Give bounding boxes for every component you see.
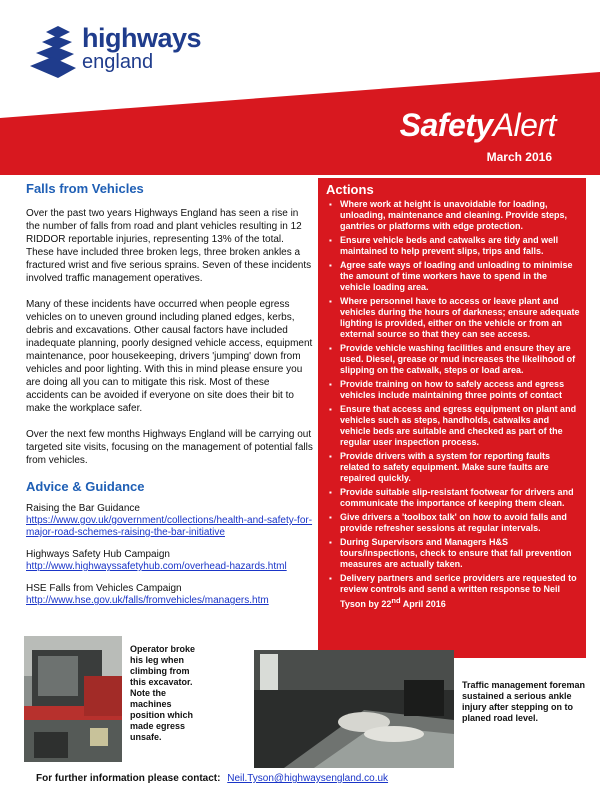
brand-name: highways — [82, 23, 202, 53]
action-item: ▪ Give drivers a 'toolbox talk' on how to avoid falls and provide refresher sessions at regular intervals. — [340, 512, 580, 534]
contact-email-link[interactable]: Neil.Tyson@highwaysengland.co.uk — [227, 773, 389, 784]
guide-link-safety-hub[interactable]: http://www.highwayssafetyhub.com/overhead-hazards.html — [26, 561, 287, 572]
actions-heading: Actions — [326, 182, 374, 197]
action-item-deadline: ▪ Delivery partners and serice providers are requested to review controls and send a written response to Neil Tyson by 22nd April 2016 — [340, 573, 580, 610]
action-item: ▪ Agree safe ways of loading and unloading to minimise the amount of time workers have to spend in the vehicle loading area. — [340, 260, 580, 293]
contact-footer — [36, 773, 388, 784]
action-item: ▪ Where personnel have to access or leave plant and vehicles during the hours of darkness; ensure adequate lighting is provided, either on the vehicle or from an external source so that they can see access. — [340, 296, 580, 340]
action-item: ▪ Provide drivers with a system for reporting faults related to safety equipment. Make sure faults are repaired quickly. — [340, 451, 580, 484]
action-item: ▪ Ensure that access and egress equipment on plant and vehicles such as steps, handholds, catwalks and vehicle beds are suitable and checked as part of the regular user inspection process. — [340, 404, 580, 448]
action-item: ▪ Ensure vehicle beds and catwalks are tidy and well maintained to help prevent slips, trips and falls. — [340, 235, 580, 257]
guide-title: HSE Falls from Vehicles Campaign — [26, 583, 182, 594]
falls-paragraph-1: Over the past two years Highways England has seen a rise in the number of falls from road and plant vehicles resulting in 12 RIDDOR reportable injuries, representing 13% of the total. These have included three broken legs, three broken ankles a fractured wrist and five serious sprains. Seven of these incidents involved traffic management operatives. — [26, 208, 312, 284]
planed-road-photo — [254, 650, 454, 768]
action-item: ▪ Provide vehicle washing facilities and ensure they are used. Diesel, grease or mud increases the likelihood of slipping on the catwalk, steps or load area. — [340, 343, 580, 376]
guide-hse-falls — [26, 583, 314, 607]
safety-alert-title: SafetyAlert — [399, 107, 556, 143]
excavator-photo — [24, 636, 122, 762]
action-item: ▪ During Supervisors and Managers H&S tours/inspections, check to ensure that fall prevention measures are actually taken. — [340, 537, 580, 570]
falls-heading: Falls from Vehicles — [26, 181, 144, 196]
guide-safety-hub — [26, 549, 314, 573]
actions-list — [318, 199, 586, 610]
guide-raising-the-bar — [26, 503, 314, 539]
advice-heading: Advice & Guidance — [26, 479, 145, 494]
photo-caption-planed-road: Traffic management foreman sustained a serious ankle injury after stepping on to planed road level. — [462, 680, 586, 723]
contact-text: For further information please contact: — [36, 773, 221, 784]
falls-paragraph-2: Many of these incidents have occurred when people egress vehicles on to uneven ground including planed edges, kerbs, debris and excavations. Other causal factors have included inadequate planning, poorly designed vehicle access, equipment maintenance, poor housekeeping, drivers 'jumping' down from vehicles and poor lighting. With this in mind please ensure you are doing all you can to mitigate this risk. Most of these accidents can be avoided if everyone on site does their bit to make the workplace safer. — [26, 299, 313, 414]
action-item: ▪ Provide suitable slip-resistant footwear for drivers and communicate the importance of keeping them clean. — [340, 487, 580, 509]
guide-title: Highways Safety Hub Campaign — [26, 549, 170, 560]
photo-caption-excavator: Operator broke his leg when climbing from this excavator. Note the machines position which made egress unsafe. — [130, 644, 196, 742]
brand-region: england — [82, 51, 154, 73]
guide-link-raising-the-bar[interactable]: https://www.gov.uk/government/collections/health-and-safety-for-major-road-schemes-raising-the-bar-initiative — [26, 515, 313, 538]
guide-link-hse-falls[interactable]: http://www.hse.gov.uk/falls/fromvehicles/managers.htm — [26, 595, 269, 606]
left-column — [26, 182, 314, 617]
action-item: ▪ Provide training on how to safely access and egress vehicles include maintaining three points of contact — [340, 379, 580, 401]
action-item: ▪ Where work at height is unavoidable for loading, unloading, maintenance and cleaning. Provide steps, gantries or platforms with edge protection. — [340, 199, 580, 232]
red-banner — [0, 0, 600, 175]
guide-title: Raising the Bar Guidance — [26, 503, 140, 514]
alert-date: March 2016 — [486, 150, 552, 164]
falls-paragraph-3: Over the next few months Highways England will be carrying out targeted site visits, focusing on the management of potential falls from vehicles. — [26, 429, 313, 466]
actions-box — [318, 178, 586, 658]
